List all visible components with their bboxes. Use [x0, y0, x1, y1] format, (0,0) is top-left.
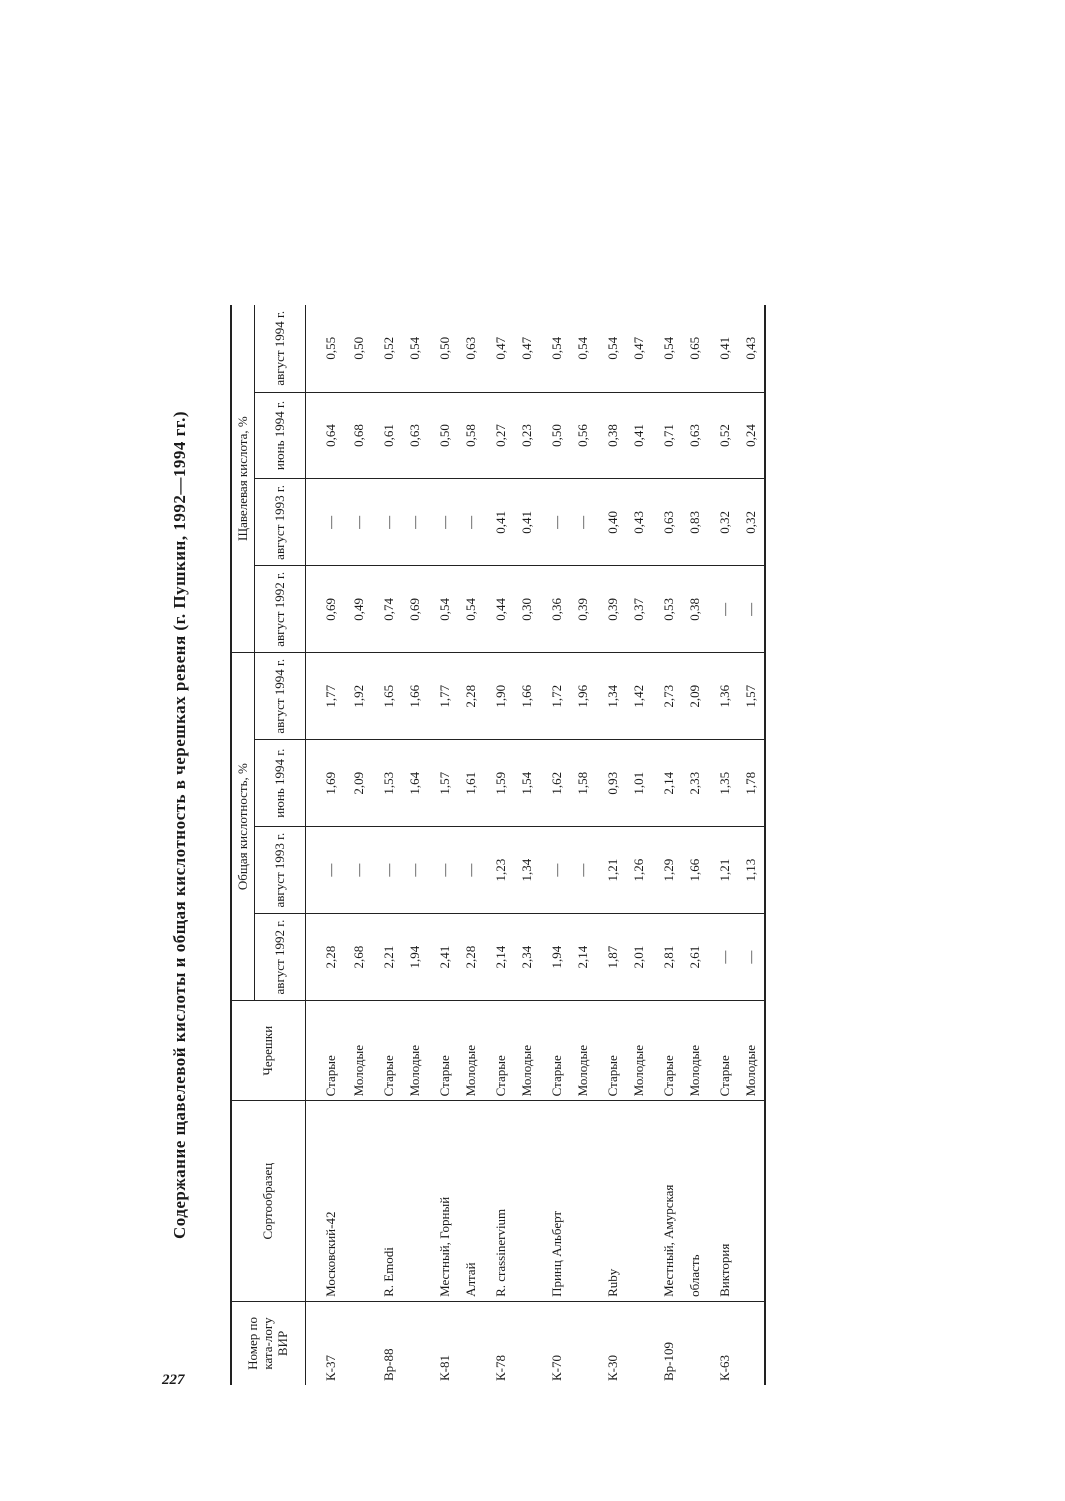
petiole-cell: Старые: [540, 1001, 570, 1101]
total-acidity-cell: 2,09: [346, 740, 372, 827]
oxalic-acid-cell: 0,53: [652, 566, 682, 653]
variety-cell: [346, 1101, 372, 1302]
oxalic-acid-cell: 0,68: [346, 392, 372, 479]
table-body: [306, 305, 766, 1385]
oxalic-acid-cell: 0,23: [514, 392, 540, 479]
rotated-page: [160, 265, 860, 1385]
total-acidity-cell: 2,21: [372, 914, 402, 1001]
variety-cell: область: [682, 1101, 708, 1302]
oxalic-acid-cell: 0,50: [428, 392, 458, 479]
total-acidity-cell: 1,94: [402, 914, 428, 1001]
total-acidity-cell: 1,26: [626, 827, 652, 914]
oxalic-acid-cell: —: [458, 479, 484, 566]
total-acidity-cell: 1,59: [484, 740, 514, 827]
oxalic-acid-cell: 0,63: [682, 392, 708, 479]
table-row: [306, 305, 347, 1385]
catalog-cell: [458, 1301, 484, 1385]
oxalic-acid-cell: 0,65: [682, 305, 708, 392]
catalog-cell: К-70: [549, 1355, 564, 1381]
total-acidity-cell: 1,77: [428, 653, 458, 740]
oxalic-acid-cell: 0,41: [708, 305, 738, 392]
petiole-cell: Молодые: [570, 1001, 596, 1101]
oxalic-acid-cell: 0,74: [372, 566, 402, 653]
total-acidity-cell: 1,13: [738, 827, 765, 914]
oxalic-acid-cell: 0,52: [372, 305, 402, 392]
oxalic-acid-cell: 0,71: [652, 392, 682, 479]
oxalic-acid-cell: —: [540, 479, 570, 566]
total-acidity-cell: 1,64: [402, 740, 428, 827]
header-oa-aug-1994: август 1994 г.: [255, 305, 306, 392]
total-acidity-cell: 1,66: [514, 653, 540, 740]
total-acidity-cell: 2,41: [428, 914, 458, 1001]
header-oa-aug-1993: август 1993 г.: [255, 479, 306, 566]
total-acidity-cell: 2,28: [306, 914, 347, 1001]
petiole-cell: Молодые: [626, 1001, 652, 1101]
variety-cell: Московский-42: [306, 1101, 347, 1302]
total-acidity-cell: 2,14: [652, 740, 682, 827]
catalog-cell: [738, 1301, 765, 1385]
total-acidity-cell: 1,57: [428, 740, 458, 827]
oxalic-acid-cell: 0,63: [652, 479, 682, 566]
variety-cell: Местный, Амурская: [652, 1101, 682, 1302]
oxalic-acid-cell: 0,49: [346, 566, 372, 653]
oxalic-acid-cell: —: [570, 479, 596, 566]
oxalic-acid-cell: 0,32: [708, 479, 738, 566]
oxalic-acid-cell: 0,36: [540, 566, 570, 653]
oxalic-acid-cell: 0,54: [570, 305, 596, 392]
total-acidity-cell: —: [306, 827, 347, 914]
total-acidity-cell: —: [372, 827, 402, 914]
oxalic-acid-cell: 0,69: [306, 566, 347, 653]
variety-cell: R. crassinervium: [484, 1101, 514, 1302]
header-total-acidity: Общая кислотность, %: [231, 653, 255, 1001]
oxalic-acid-cell: 0,69: [402, 566, 428, 653]
total-acidity-cell: 1,57: [738, 653, 765, 740]
total-acidity-cell: 1,66: [682, 827, 708, 914]
total-acidity-cell: 2,28: [458, 653, 484, 740]
total-acidity-cell: 1,94: [540, 914, 570, 1001]
table-row: [570, 305, 596, 1385]
oxalic-acid-cell: 0,83: [682, 479, 708, 566]
total-acidity-cell: —: [738, 914, 765, 1001]
table-row: [626, 305, 652, 1385]
catalog-cell: Вр-109: [661, 1342, 676, 1381]
total-acidity-cell: 1,54: [514, 740, 540, 827]
oxalic-acid-cell: 0,54: [428, 566, 458, 653]
total-acidity-cell: 1,78: [738, 740, 765, 827]
total-acidity-cell: 1,21: [596, 827, 626, 914]
oxalic-acid-cell: 0,54: [458, 566, 484, 653]
total-acidity-cell: 1,23: [484, 827, 514, 914]
oxalic-acid-cell: 0,41: [514, 479, 540, 566]
oxalic-acid-cell: 0,43: [626, 479, 652, 566]
table-row: [514, 305, 540, 1385]
header-petioles: Черешки: [231, 1001, 306, 1101]
catalog-cell: К-81: [437, 1355, 452, 1381]
total-acidity-cell: 1,36: [708, 653, 738, 740]
oxalic-acid-cell: —: [708, 566, 738, 653]
total-acidity-cell: —: [402, 827, 428, 914]
table-row: [652, 305, 682, 1385]
total-acidity-cell: 0,93: [596, 740, 626, 827]
variety-cell: Виктория: [708, 1101, 738, 1302]
oxalic-acid-cell: 0,32: [738, 479, 765, 566]
table-row: [708, 305, 738, 1385]
oxalic-acid-cell: 0,30: [514, 566, 540, 653]
header-ta-aug-1993: август 1993 г.: [255, 827, 306, 914]
total-acidity-cell: 1,72: [540, 653, 570, 740]
oxalic-acid-cell: 0,41: [626, 392, 652, 479]
variety-cell: [402, 1101, 428, 1302]
catalog-cell: К-63: [717, 1355, 732, 1381]
oxalic-acid-cell: 0,54: [652, 305, 682, 392]
total-acidity-cell: 2,81: [652, 914, 682, 1001]
oxalic-acid-cell: —: [306, 479, 347, 566]
oxalic-acid-cell: 0,43: [738, 305, 765, 392]
table-row: [428, 305, 458, 1385]
oxalic-acid-cell: 0,63: [402, 392, 428, 479]
table-row: [682, 305, 708, 1385]
header-ta-jun-1994: июнь 1994 г.: [255, 740, 306, 827]
table-row: [372, 305, 402, 1385]
acidity-table: [230, 305, 766, 1385]
header-ta-aug-1992: август 1992 г.: [255, 914, 306, 1001]
oxalic-acid-cell: —: [372, 479, 402, 566]
catalog-cell: [682, 1301, 708, 1385]
header-variety: Сортообразец: [231, 1101, 306, 1302]
total-acidity-cell: 2,09: [682, 653, 708, 740]
oxalic-acid-cell: 0,50: [540, 392, 570, 479]
oxalic-acid-cell: 0,24: [738, 392, 765, 479]
table-row: [596, 305, 626, 1385]
oxalic-acid-cell: 0,64: [306, 392, 347, 479]
variety-cell: Ruby: [596, 1101, 626, 1302]
catalog-cell: [346, 1301, 372, 1385]
petiole-cell: Молодые: [458, 1001, 484, 1101]
table-row: [738, 305, 765, 1385]
oxalic-acid-cell: 0,58: [458, 392, 484, 479]
oxalic-acid-cell: 0,63: [458, 305, 484, 392]
oxalic-acid-cell: 0,54: [596, 305, 626, 392]
petiole-cell: Молодые: [346, 1001, 372, 1101]
oxalic-acid-cell: 0,50: [428, 305, 458, 392]
oxalic-acid-cell: 0,38: [682, 566, 708, 653]
variety-cell: [626, 1101, 652, 1302]
total-acidity-cell: 2,33: [682, 740, 708, 827]
total-acidity-cell: —: [428, 827, 458, 914]
total-acidity-cell: 1,35: [708, 740, 738, 827]
table-row: [484, 305, 514, 1385]
variety-cell: Принц Альберт: [540, 1101, 570, 1302]
oxalic-acid-cell: —: [402, 479, 428, 566]
oxalic-acid-cell: 0,39: [596, 566, 626, 653]
table-row: [402, 305, 428, 1385]
variety-cell: R. Emodi: [372, 1101, 402, 1302]
total-acidity-cell: 1,96: [570, 653, 596, 740]
variety-cell: Алтай: [458, 1101, 484, 1302]
total-acidity-cell: —: [458, 827, 484, 914]
total-acidity-cell: 1,01: [626, 740, 652, 827]
total-acidity-cell: 1,29: [652, 827, 682, 914]
variety-cell: [570, 1101, 596, 1302]
petiole-cell: Молодые: [402, 1001, 428, 1101]
petiole-cell: Молодые: [514, 1001, 540, 1101]
oxalic-acid-cell: —: [738, 566, 765, 653]
table-row: [346, 305, 372, 1385]
petiole-cell: Старые: [708, 1001, 738, 1101]
oxalic-acid-cell: 0,39: [570, 566, 596, 653]
table-row: [458, 305, 484, 1385]
total-acidity-cell: 1,42: [626, 653, 652, 740]
total-acidity-cell: —: [570, 827, 596, 914]
total-acidity-cell: 1,21: [708, 827, 738, 914]
variety-cell: [514, 1101, 540, 1302]
petiole-cell: Молодые: [738, 1001, 765, 1101]
header-oxalic-acid: Щавелевая кислота, %: [231, 305, 255, 653]
catalog-cell: [626, 1301, 652, 1385]
petiole-cell: Старые: [306, 1001, 347, 1101]
oxalic-acid-cell: 0,50: [346, 305, 372, 392]
total-acidity-cell: 1,66: [402, 653, 428, 740]
oxalic-acid-cell: 0,41: [484, 479, 514, 566]
oxalic-acid-cell: —: [428, 479, 458, 566]
header-oa-jun-1994: июнь 1994 г.: [255, 392, 306, 479]
petiole-cell: Молодые: [682, 1001, 708, 1101]
total-acidity-cell: 1,34: [596, 653, 626, 740]
catalog-cell: [402, 1301, 428, 1385]
total-acidity-cell: —: [346, 827, 372, 914]
table-row: [540, 305, 570, 1385]
total-acidity-cell: 1,34: [514, 827, 540, 914]
petiole-cell: Старые: [596, 1001, 626, 1101]
table-title: Содержание щавелевой кислоты и общая кислотность в черешках ревеня (г. Пушкин, 1992—1994 гг.): [170, 410, 189, 1240]
variety-cell: [738, 1101, 765, 1302]
total-acidity-cell: 1,61: [458, 740, 484, 827]
oxalic-acid-cell: 0,44: [484, 566, 514, 653]
total-acidity-cell: 2,34: [514, 914, 540, 1001]
catalog-cell: К-78: [493, 1355, 508, 1381]
petiole-cell: Старые: [428, 1001, 458, 1101]
total-acidity-cell: 2,68: [346, 914, 372, 1001]
oxalic-acid-cell: 0,54: [402, 305, 428, 392]
oxalic-acid-cell: —: [346, 479, 372, 566]
catalog-cell: К-30: [605, 1355, 620, 1381]
oxalic-acid-cell: 0,47: [484, 305, 514, 392]
variety-cell: Местный, Горный: [428, 1101, 458, 1302]
total-acidity-cell: 1,77: [306, 653, 347, 740]
oxalic-acid-cell: 0,56: [570, 392, 596, 479]
oxalic-acid-cell: 0,37: [626, 566, 652, 653]
total-acidity-cell: 1,58: [570, 740, 596, 827]
total-acidity-cell: 2,28: [458, 914, 484, 1001]
total-acidity-cell: 1,65: [372, 653, 402, 740]
total-acidity-cell: 2,73: [652, 653, 682, 740]
oxalic-acid-cell: 0,55: [306, 305, 347, 392]
catalog-cell: [570, 1301, 596, 1385]
header-catalog: Номер по ката-логу ВИР: [231, 1301, 306, 1385]
page-number: 227: [162, 1372, 185, 1388]
petiole-cell: Старые: [652, 1001, 682, 1101]
oxalic-acid-cell: 0,61: [372, 392, 402, 479]
total-acidity-cell: —: [540, 827, 570, 914]
total-acidity-cell: —: [708, 914, 738, 1001]
petiole-cell: Старые: [372, 1001, 402, 1101]
oxalic-acid-cell: 0,47: [626, 305, 652, 392]
petiole-cell: Старые: [484, 1001, 514, 1101]
total-acidity-cell: 2,14: [570, 914, 596, 1001]
oxalic-acid-cell: 0,52: [708, 392, 738, 479]
total-acidity-cell: 1,92: [346, 653, 372, 740]
oxalic-acid-cell: 0,47: [514, 305, 540, 392]
oxalic-acid-cell: 0,54: [540, 305, 570, 392]
oxalic-acid-cell: 0,40: [596, 479, 626, 566]
total-acidity-cell: 1,53: [372, 740, 402, 827]
total-acidity-cell: 1,90: [484, 653, 514, 740]
oxalic-acid-cell: 0,27: [484, 392, 514, 479]
total-acidity-cell: 2,14: [484, 914, 514, 1001]
header-ta-aug-1994: август 1994 г.: [255, 653, 306, 740]
total-acidity-cell: 1,87: [596, 914, 626, 1001]
oxalic-acid-cell: 0,38: [596, 392, 626, 479]
total-acidity-cell: 1,69: [306, 740, 347, 827]
catalog-cell: [514, 1301, 540, 1385]
total-acidity-cell: 2,01: [626, 914, 652, 1001]
total-acidity-cell: 2,61: [682, 914, 708, 1001]
catalog-cell: Вр-88: [381, 1348, 396, 1381]
total-acidity-cell: 1,62: [540, 740, 570, 827]
header-oa-aug-1992: август 1992 г.: [255, 566, 306, 653]
catalog-cell: К-37: [323, 1355, 338, 1381]
